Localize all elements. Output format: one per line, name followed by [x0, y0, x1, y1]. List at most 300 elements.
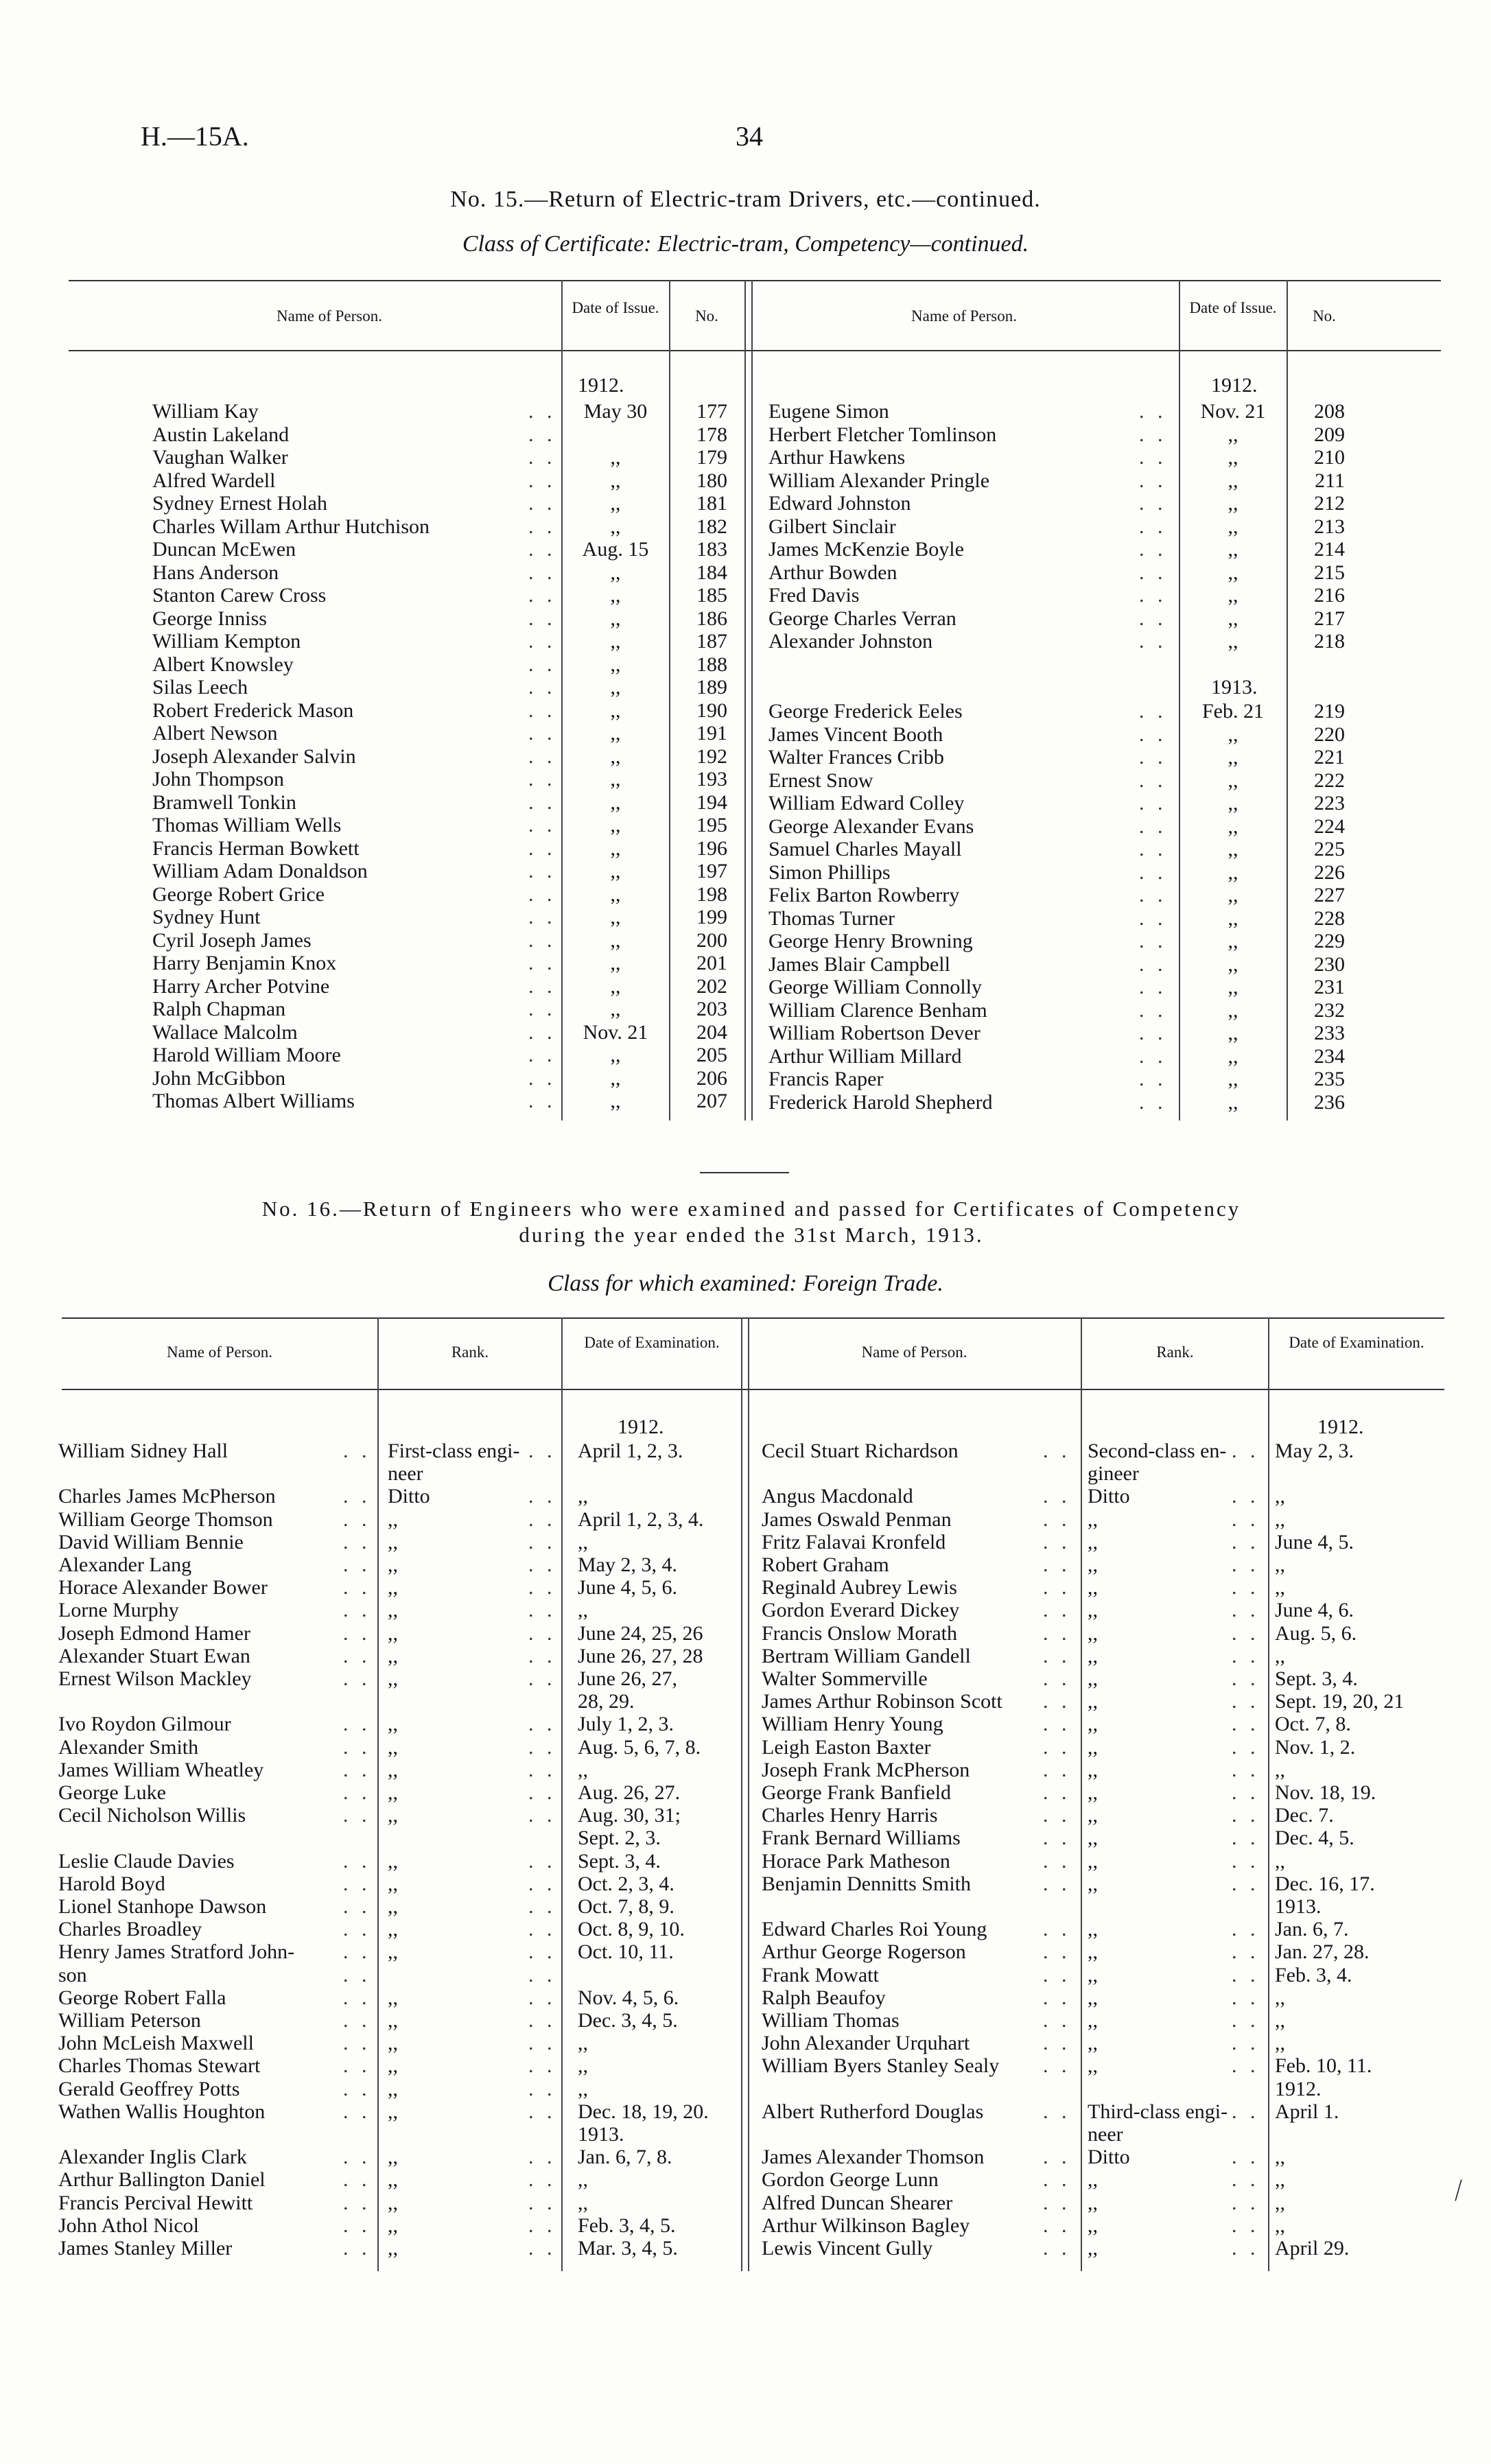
- rank: ,,: [388, 1735, 398, 1759]
- rank: ,,: [1088, 1940, 1098, 1964]
- leader-dots: . .: [528, 1986, 556, 2009]
- issue-date: ,,: [1228, 792, 1238, 814]
- leader-dots: . .: [343, 2237, 371, 2260]
- table-row: [0, 700, 1491, 723]
- person-name: Edward Johnston: [768, 492, 911, 515]
- t16-left-year: 1912.: [618, 1416, 664, 1438]
- person-name: Francis Onslow Morath: [762, 1621, 957, 1645]
- person-name: John Alexander Urquhart: [762, 2032, 970, 2055]
- table-row: [0, 1781, 1491, 1804]
- person-name: Alexander Smith: [58, 1735, 199, 1759]
- person-name: Alexander Lang: [58, 1553, 192, 1576]
- exam-date: ,,: [578, 2054, 588, 2078]
- issue-date: ,,: [1228, 1068, 1238, 1090]
- certificate-number: 202: [696, 974, 727, 998]
- issue-date: ,,: [1228, 860, 1238, 884]
- table-row: [0, 2078, 1491, 2100]
- leader-dots: . .: [528, 1781, 556, 1804]
- person-name: William Peterson: [58, 2009, 201, 2032]
- certificate-number: 233: [1314, 1022, 1345, 1044]
- leader-dots: . .: [528, 1044, 556, 1066]
- person-name: John Athol Nicol: [58, 2214, 200, 2237]
- leader-dots: . .: [1232, 2214, 1260, 2237]
- exam-date: Feb. 3, 4.: [1275, 1963, 1352, 1986]
- table-row: [0, 653, 1491, 676]
- leader-dots: . .: [343, 1713, 371, 1736]
- person-name: Benjamin Dennitts Smith: [762, 1872, 971, 1895]
- leader-dots: . .: [343, 1507, 371, 1531]
- leader-dots: . .: [1043, 1735, 1071, 1759]
- person-name: Sydney Ernest Holah: [152, 492, 327, 515]
- exam-date: April 1, 2, 3.: [578, 1440, 683, 1462]
- table-row: [0, 2168, 1491, 2191]
- issue-date: ,,: [1228, 561, 1238, 584]
- issue-date: ,,: [610, 446, 621, 469]
- t16-right-year: 1912.: [1317, 1416, 1364, 1438]
- leader-dots: . .: [1139, 469, 1167, 492]
- issue-date: ,,: [1228, 1044, 1238, 1068]
- person-name: George Frank Banfield: [762, 1781, 952, 1804]
- certificate-number: 188: [696, 653, 727, 676]
- table-row: [0, 723, 1491, 746]
- certificate-number: 190: [696, 699, 727, 722]
- person-name: James Stanley Miller: [58, 2237, 233, 2260]
- certificate-number: 222: [1314, 768, 1345, 792]
- person-name: Leslie Claude Davies: [58, 1849, 235, 1873]
- issue-date: ,,: [1228, 976, 1238, 998]
- issue-date: ,,: [1228, 884, 1238, 906]
- person-name: George William Connolly: [768, 976, 982, 998]
- rank: ,,: [388, 1667, 398, 1690]
- t16-right-name-header: Name of Person.: [861, 1344, 967, 1361]
- person-name: Joseph Edmond Hamer: [58, 1621, 250, 1645]
- leader-dots: . .: [528, 1804, 556, 1827]
- leader-dots: . .: [528, 2146, 556, 2169]
- person-name: Wathen Wallis Houghton: [58, 2100, 266, 2123]
- leader-dots: . .: [1139, 838, 1167, 860]
- leader-dots: . .: [1139, 492, 1167, 515]
- issue-date: ,,: [1228, 723, 1238, 746]
- leader-dots: . .: [1043, 1644, 1071, 1667]
- table-row: [0, 930, 1491, 952]
- person-name: George Frederick Eeles: [768, 700, 963, 723]
- table-row: [0, 1440, 1491, 1462]
- leader-dots: . .: [343, 1758, 371, 1781]
- leader-dots: . .: [1232, 2100, 1260, 2123]
- leader-dots: . .: [1232, 1576, 1260, 1599]
- exam-date: ,,: [1275, 1644, 1285, 1667]
- leader-dots: . .: [1139, 792, 1167, 814]
- person-name: David William Bennie: [58, 1530, 244, 1553]
- leader-dots: . .: [528, 1713, 556, 1736]
- leader-dots: . .: [343, 2146, 371, 2169]
- certificate-number: 230: [1314, 952, 1345, 976]
- leader-dots: . .: [528, 1020, 556, 1044]
- leader-dots: . .: [528, 1963, 556, 1986]
- rank: ,,: [1088, 1781, 1098, 1804]
- issue-date: ,,: [610, 584, 621, 607]
- exam-date: ,,: [1275, 2009, 1285, 2032]
- certificate-number: 208: [1314, 400, 1345, 423]
- leader-dots: . .: [343, 1872, 371, 1895]
- leader-dots: . .: [1232, 1690, 1260, 1713]
- certificate-number: 194: [696, 790, 727, 814]
- certificate-number: 224: [1314, 814, 1345, 838]
- table-row: [0, 2146, 1491, 2168]
- rank: First-class engi-: [388, 1440, 520, 1462]
- leader-dots: . .: [343, 2032, 371, 2055]
- leader-dots: . .: [1043, 2237, 1071, 2260]
- table-row: [0, 2100, 1491, 2123]
- person-name: Samuel Charles Mayall: [768, 838, 962, 860]
- leader-dots: . .: [528, 952, 556, 974]
- leader-dots: . .: [1043, 1827, 1071, 1850]
- rank: ,,: [1088, 1963, 1098, 1986]
- exam-date: Oct. 10, 11.: [578, 1940, 674, 1964]
- leader-dots: . .: [1043, 1986, 1071, 2009]
- leader-dots: . .: [1043, 2032, 1071, 2055]
- issue-date: ,,: [610, 699, 621, 722]
- issue-date: ,,: [1228, 607, 1238, 630]
- leader-dots: . .: [528, 2009, 556, 2032]
- leader-dots: . .: [1232, 1804, 1260, 1827]
- person-name: Bertram William Gandell: [762, 1644, 971, 1667]
- certificate-number: 211: [1315, 469, 1345, 492]
- leader-dots: . .: [528, 1553, 556, 1576]
- issue-date: ,,: [610, 836, 621, 860]
- leader-dots: . .: [1139, 952, 1167, 976]
- person-name: George Alexander Evans: [768, 814, 974, 838]
- table-row: [0, 1667, 1491, 1690]
- leader-dots: . .: [528, 469, 556, 492]
- issue-date: ,,: [1228, 746, 1238, 768]
- rank: ,,: [1088, 2054, 1098, 2078]
- rank: ,,: [388, 2032, 398, 2055]
- leader-dots: . .: [1139, 584, 1167, 607]
- margin-pen-mark: ⁄: [1451, 2174, 1466, 2205]
- rank: ,,: [1088, 1667, 1098, 1690]
- person-name: Harold William Moore: [152, 1044, 341, 1066]
- leader-dots: . .: [528, 1090, 556, 1112]
- leader-dots: . .: [528, 906, 556, 928]
- leader-dots: . .: [343, 1940, 371, 1964]
- table-row: [0, 1850, 1491, 1873]
- issue-date: ,,: [1228, 906, 1238, 930]
- issue-date: ,,: [610, 1090, 621, 1112]
- table-row: [0, 1462, 1491, 1485]
- issue-date: ,,: [1228, 469, 1238, 492]
- leader-dots: . .: [343, 1553, 371, 1576]
- rank: ,,: [388, 1758, 398, 1781]
- issue-date: ,,: [610, 768, 621, 790]
- exam-date: April 1.: [1275, 2100, 1339, 2123]
- person-name: James Alexander Thomson: [762, 2146, 985, 2169]
- leader-dots: . .: [528, 630, 556, 653]
- person-name: James McKenzie Boyle: [768, 538, 964, 561]
- return16-title: [65, 1196, 1437, 1248]
- person-name: John McLeish Maxwell: [58, 2032, 254, 2055]
- leader-dots: . .: [528, 882, 556, 906]
- leader-dots: . .: [1232, 1849, 1260, 1873]
- rank: neer: [388, 1462, 423, 1486]
- exam-date: ,,: [1275, 1507, 1285, 1531]
- leader-dots: . .: [343, 1440, 371, 1462]
- table-row: [0, 1091, 1491, 1114]
- issue-date: ,,: [1228, 515, 1238, 538]
- rank: ,,: [388, 1895, 398, 1918]
- leader-dots: . .: [1232, 1781, 1260, 1804]
- person-name: Herbert Fletcher Tomlinson: [768, 423, 997, 446]
- leader-dots: . .: [1232, 1827, 1260, 1850]
- leader-dots: . .: [528, 2191, 556, 2214]
- person-name: Arthur Wilkinson Bagley: [762, 2214, 970, 2237]
- leader-dots: . .: [1139, 884, 1167, 906]
- table-row: [0, 815, 1491, 838]
- leader-dots: . .: [1232, 2032, 1260, 2055]
- exam-date: May 2, 3, 4.: [578, 1553, 677, 1576]
- t16-right-rank-header: Rank.: [1156, 1344, 1194, 1361]
- t15-left-year: 1912.: [578, 374, 624, 397]
- leader-dots: . .: [343, 2168, 371, 2192]
- exam-date: 1912.: [1275, 2077, 1322, 2100]
- exam-date: Oct. 8, 9, 10.: [578, 1918, 685, 1941]
- rank: ,,: [388, 1713, 398, 1736]
- leader-dots: . .: [1139, 1022, 1167, 1044]
- leader-dots: . .: [343, 1735, 371, 1759]
- leader-dots: . .: [528, 699, 556, 722]
- person-name: George Inniss: [152, 607, 267, 630]
- table-row: [0, 492, 1491, 515]
- rank: ,,: [388, 1940, 398, 1964]
- leader-dots: . .: [1043, 1804, 1071, 1827]
- t15-left-name-header: Name of Person.: [277, 307, 382, 325]
- person-name: Wallace Malcolm: [152, 1020, 298, 1044]
- issue-date: ,,: [1228, 492, 1238, 515]
- person-name: Francis Percival Hewitt: [58, 2191, 253, 2214]
- rank: ,,: [1088, 1507, 1098, 1531]
- leader-dots: . .: [1139, 976, 1167, 998]
- person-name: William Robertson Dever: [768, 1022, 981, 1044]
- certificate-number: 185: [696, 584, 727, 607]
- certificate-number: 189: [696, 676, 727, 699]
- rank: ,,: [1088, 1690, 1098, 1713]
- leader-dots: . .: [528, 1644, 556, 1667]
- exam-date: ,,: [1275, 1849, 1285, 1873]
- rank: ,,: [388, 1621, 398, 1645]
- exam-date: ,,: [578, 2168, 588, 2192]
- person-name: Felix Barton Rowberry: [768, 884, 960, 906]
- leader-dots: . .: [1139, 538, 1167, 561]
- person-name: William George Thomson: [58, 1507, 273, 1531]
- leader-dots: . .: [1232, 1758, 1260, 1781]
- leader-dots: . .: [1139, 1068, 1167, 1090]
- exam-date: Feb. 3, 4, 5.: [578, 2214, 676, 2237]
- leader-dots: . .: [343, 1599, 371, 1622]
- leader-dots: . .: [1232, 1644, 1260, 1667]
- leader-dots: . .: [528, 1872, 556, 1895]
- table-row: [0, 1986, 1491, 2009]
- table-row: [0, 746, 1491, 768]
- exam-date: June 4, 5, 6.: [578, 1576, 677, 1599]
- leader-dots: . .: [528, 492, 556, 515]
- rank: ,,: [1088, 1827, 1098, 1850]
- table-row: [0, 2192, 1491, 2214]
- table-row: [0, 1918, 1491, 1940]
- rank: ,,: [1088, 1986, 1098, 2009]
- exam-date: Sept. 3, 4.: [1275, 1667, 1358, 1690]
- leader-dots: . .: [1043, 1781, 1071, 1804]
- certificate-number: 212: [1314, 492, 1345, 515]
- issue-date: ,,: [610, 814, 621, 836]
- table-row: [0, 584, 1491, 607]
- rank: ,,: [388, 2191, 398, 2214]
- document-reference: H.—15A.: [141, 121, 249, 152]
- rank: ,,: [1088, 1804, 1098, 1827]
- exam-date: Sept. 19, 20, 21: [1275, 1690, 1405, 1713]
- person-name: Bramwell Tonkin: [152, 790, 296, 814]
- leader-dots: . .: [1139, 1090, 1167, 1114]
- leader-dots: . .: [1232, 2146, 1260, 2169]
- person-name: Walter Frances Cribb: [768, 746, 944, 768]
- table-row: [0, 515, 1491, 538]
- person-name: Horace Park Matheson: [762, 1849, 950, 1873]
- person-name: Francis Raper: [768, 1068, 884, 1090]
- person-name: Robert Graham: [762, 1553, 889, 1576]
- leader-dots: . .: [528, 1849, 556, 1873]
- person-name: James Blair Campbell: [768, 952, 950, 976]
- exam-date: ,,: [578, 1485, 588, 1508]
- person-name: Henry James Stratford John-: [58, 1940, 295, 1964]
- certificate-number: 236: [1314, 1090, 1345, 1114]
- certificate-number: 225: [1314, 838, 1345, 860]
- table-row: [0, 1022, 1491, 1044]
- rank: ,,: [388, 1553, 398, 1576]
- return15-subtitle: Class of Certificate: Electric-tram, Competency—continued.: [462, 231, 1029, 257]
- rank: neer: [1088, 2123, 1123, 2146]
- person-name: George Robert Falla: [58, 1986, 226, 2009]
- table-row: [0, 999, 1491, 1022]
- table-row: [0, 1804, 1491, 1827]
- leader-dots: . .: [528, 1735, 556, 1759]
- table-row: [0, 1599, 1491, 1621]
- person-name: Vaughan Walker: [152, 446, 288, 469]
- leader-dots: . .: [1232, 1986, 1260, 2009]
- leader-dots: . .: [343, 2054, 371, 2078]
- leader-dots: . .: [1043, 1576, 1071, 1599]
- table-row: [0, 1690, 1491, 1713]
- leader-dots: . .: [1139, 423, 1167, 446]
- certificate-number: 205: [696, 1044, 727, 1066]
- exam-date: 1913.: [1275, 1895, 1322, 1918]
- leader-dots: . .: [1043, 1963, 1071, 1986]
- rank: ,,: [388, 2100, 398, 2123]
- exam-date: Nov. 4, 5, 6.: [578, 1986, 679, 2009]
- exam-date: Aug. 26, 27.: [578, 1781, 681, 1804]
- leader-dots: . .: [1043, 1918, 1071, 1941]
- exam-date: June 26, 27,: [578, 1667, 677, 1690]
- table-row: [0, 2237, 1491, 2260]
- rank: ,,: [1088, 1758, 1098, 1781]
- person-name: George Robert Grice: [152, 882, 325, 906]
- leader-dots: . .: [528, 1667, 556, 1690]
- person-name: Ralph Beaufoy: [762, 1986, 886, 2009]
- certificate-number: 186: [696, 607, 727, 630]
- certificate-number: 223: [1314, 792, 1345, 814]
- person-name: Joseph Frank McPherson: [762, 1758, 970, 1781]
- certificate-number: 220: [1314, 723, 1345, 746]
- person-name: Duncan McEwen: [152, 538, 296, 561]
- leader-dots: . .: [1139, 746, 1167, 768]
- person-name: Eugene Simon: [768, 400, 889, 423]
- rank: Ditto: [388, 1485, 430, 1508]
- certificate-number: 182: [696, 515, 727, 538]
- leader-dots: . .: [1139, 630, 1167, 653]
- leader-dots: . .: [1043, 2009, 1071, 2032]
- person-name: Horace Alexander Bower: [58, 1576, 268, 1599]
- person-name: John Thompson: [152, 768, 284, 790]
- person-name: Alexander Stuart Ewan: [58, 1644, 250, 1667]
- issue-date: ,,: [1228, 1090, 1238, 1114]
- person-name: Lewis Vincent Gully: [762, 2237, 933, 2260]
- leader-dots: . .: [1043, 1440, 1071, 1462]
- rank: Third-class engi-: [1088, 2100, 1228, 2123]
- leader-dots: . .: [1043, 2100, 1071, 2123]
- exam-date: Aug. 5, 6, 7, 8.: [578, 1735, 701, 1759]
- table-row: [0, 1873, 1491, 1895]
- leader-dots: . .: [1232, 1621, 1260, 1645]
- return16-title-line2: during the year ended the 31st March, 1913.: [519, 1223, 984, 1247]
- leader-dots: . .: [1043, 1849, 1071, 1873]
- certificate-number: 226: [1314, 860, 1345, 884]
- leader-dots: . .: [1232, 1963, 1260, 1986]
- leader-dots: . .: [528, 1507, 556, 1531]
- table-row: [0, 1485, 1491, 1507]
- rank: Ditto: [1088, 1485, 1130, 1508]
- leader-dots: . .: [1043, 2054, 1071, 2078]
- exam-date: ,,: [1275, 1553, 1285, 1576]
- rank: ,,: [388, 2168, 398, 2192]
- issue-date: ,,: [1228, 952, 1238, 976]
- table-row: [0, 1068, 1491, 1090]
- leader-dots: . .: [1139, 700, 1167, 723]
- leader-dots: . .: [1043, 1553, 1071, 1576]
- rank: ,,: [388, 1530, 398, 1553]
- table-row: [0, 423, 1491, 446]
- exam-date: Aug. 30, 31;: [578, 1804, 681, 1827]
- issue-date: ,,: [1228, 814, 1238, 838]
- rank: ,,: [388, 2214, 398, 2237]
- person-name: Gilbert Sinclair: [768, 515, 896, 538]
- leader-dots: . .: [1232, 1507, 1260, 1531]
- issue-date: ,,: [610, 515, 621, 538]
- issue-date: ,,: [610, 860, 621, 882]
- leader-dots: . .: [343, 1963, 371, 1986]
- exam-date: June 26, 27, 28: [578, 1644, 703, 1667]
- t15-right-name-header: Name of Person.: [911, 307, 1017, 325]
- leader-dots: . .: [1139, 515, 1167, 538]
- person-name: James William Wheatley: [58, 1758, 264, 1781]
- person-name: Francis Herman Bowkett: [152, 836, 360, 860]
- issue-date: ,,: [1228, 584, 1238, 607]
- table-row: [0, 2123, 1491, 2146]
- table-row: [0, 1759, 1491, 1781]
- leader-dots: . .: [528, 2168, 556, 2192]
- rank: ,,: [388, 2146, 398, 2169]
- rank: ,,: [388, 2009, 398, 2032]
- leader-dots: . .: [528, 400, 556, 423]
- rank: ,,: [1088, 1553, 1098, 1576]
- person-name: Cecil Stuart Richardson: [762, 1440, 959, 1462]
